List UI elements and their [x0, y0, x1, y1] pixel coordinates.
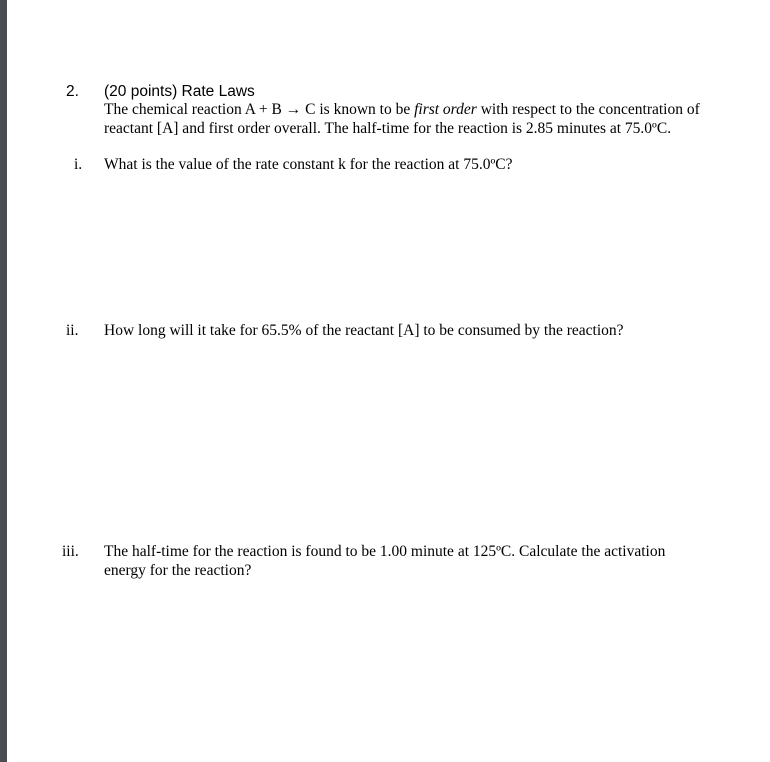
question-intro-line-2: reactant [A] and first order overall. The half-time for the reaction is 2.85 minutes at 75.0ºC. — [104, 120, 672, 137]
part-iii-text-line-2: energy for the reaction? — [104, 562, 252, 579]
question-number: 2. — [66, 83, 79, 100]
viewer-left-border — [0, 0, 7, 762]
part-i-numeral: i. — [74, 156, 83, 173]
part-iii-numeral: iii. — [62, 543, 79, 560]
part-iii-text-line-1: The half-time for the reaction is found to be 1.00 minute at 125ºC. Calculate the activation — [104, 543, 666, 560]
question-intro-line-1 — [104, 100, 700, 119]
intro-text-after-emphasis: with respect to the concentration of — [476, 101, 700, 118]
document-page — [7, 0, 770, 762]
intro-emphasis-first-order: first order — [414, 101, 477, 118]
part-i-text: What is the value of the rate constant k for the reaction at 75.0ºC? — [104, 156, 513, 173]
part-ii-text: How long will it take for 65.5% of the reactant [A] to be consumed by the reaction? — [104, 322, 624, 339]
question-heading: (20 points) Rate Laws — [104, 83, 255, 100]
intro-text-before-emphasis: The chemical reaction A + B → C is known to be — [104, 101, 415, 118]
part-ii-numeral: ii. — [66, 322, 79, 339]
